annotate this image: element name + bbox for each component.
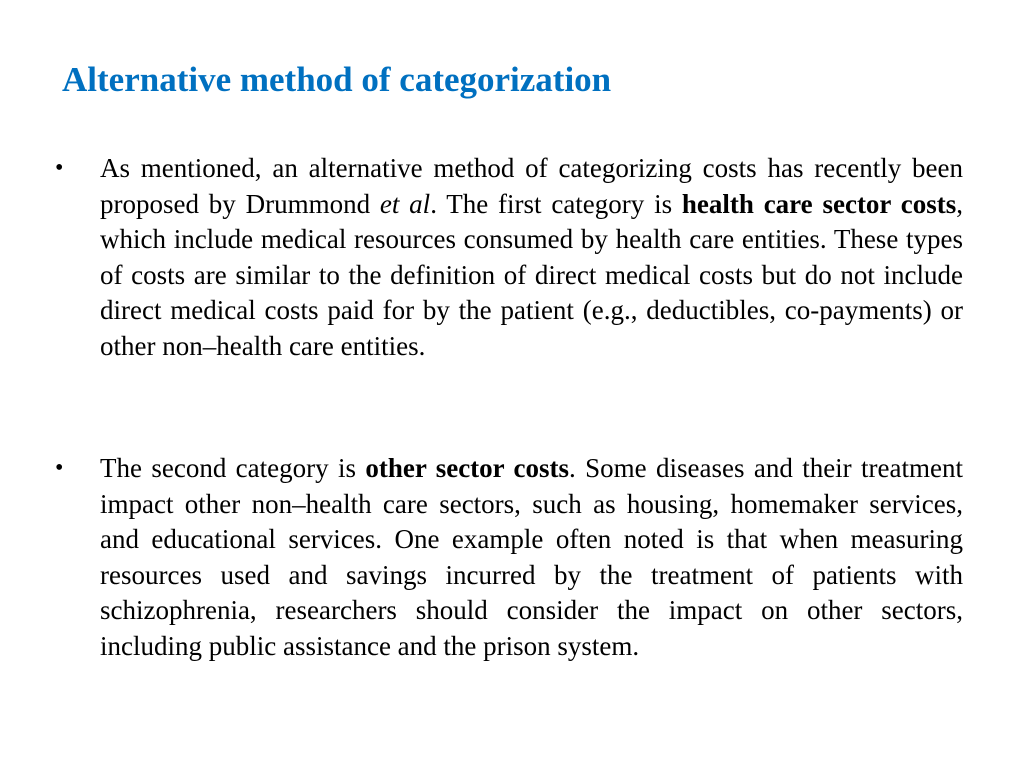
bullet-1-term: health care sector costs [681,188,957,219]
bullet-list-2 [55,451,963,665]
bullet-1-citation: et al [379,188,431,219]
bullet-1-intro: As mentioned, an alternative method of categorizing costs has recently been proposed by Drummond [100,153,963,219]
bullet-2-intro: The second category is [100,453,366,483]
slide-title: Alternative method of categorization [62,60,612,99]
bullet-list-1 [55,151,963,365]
bullet-1-rest: , which include medical resources consumed by health care entities. These types of costs are similar to the definition of direct medical costs but do not include direct medical costs paid for by the patient (e.g., deductibles, co-payments) or other non–health care entities. [100,188,963,361]
bullet-1-mid: . The first category is [430,188,682,219]
bullet-icon: • [55,155,64,181]
bullet-icon: • [55,455,64,481]
bullet-2-rest: . Some diseases and their treatment impact other non–health care sectors, such as housing, homemaker services, and educational services. One example often noted is that when measuring resources used and savings incurred by the treatment of patients with schizophrenia, researchers should consider the impact on other sectors, including public assistance and the prison system. [100,453,963,661]
bullet-item-1 [55,151,963,365]
bullet-item-2 [55,451,963,665]
bullet-2-term: other sector costs [365,453,570,483]
